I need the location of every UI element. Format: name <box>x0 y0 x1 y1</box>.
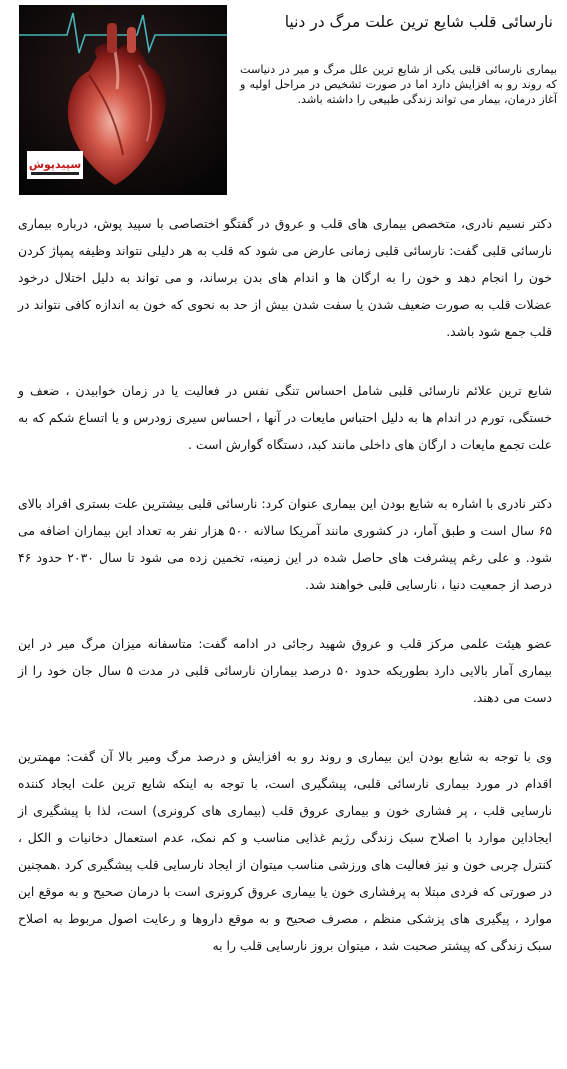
svg-text:سپیدپوش: سپیدپوش <box>28 158 82 171</box>
article-lead: بیماری نارسائی قلبی یکی از شایع ترین علل مرگ و میر در دنیاست که روند رو به افزایش دارد اما در صورت تشخیص در مراحل اولیه و آغاز درمان، بیمار می تواند زندگی طبیعی را داشته باشد. <box>240 63 557 107</box>
article-body <box>18 210 552 991</box>
heart-image <box>19 5 227 195</box>
article-paragraph: دکتر نادری با اشاره به شایع بودن این بیماری عنوان کرد: نارسائی قلبی بیشترین علت بستری افراد بالای ۶۵ سال است و طبق آمار، در کشوری مانند آمریکا سالانه ۵۰۰ هزار نفر به تعداد این بیماران اضافه می شود. و علی رغم پیشرفت های حاصل شده در این زمینه، تخمین زده می شود تا سال ۲۰۳۰ حدود ۴۶ درصد از جمعیت دنیا ، نارسایی قلبی خواهند شد. <box>18 496 553 592</box>
logo-badge <box>27 151 83 179</box>
article-paragraph: دکتر نسیم نادری، متخصص بیماری های قلب و عروق در گفتگو اختصاصی با سپید پوش، درباره بیماری نارسائی قلبی گفت: نارسائی قلبی زمانی عارض می شود که قلب به هر دلیلی نتواند وظیفه پمپاژ کردن خون را انجام دهد و خون را به ارگان ها و اندام های بدن برساند، و می تواند به دلیل اختلال درخود عضلات قلب به صورت ضعیف شدن یا سفت شدن بیش از حد به نحوی که خون به اندازه کافی نتواند در قلب جمع شود باشد. <box>18 216 552 339</box>
article-paragraph: عضو هیئت علمی مرکز قلب و عروق شهید رجائی در ادامه گفت: متاسفانه میزان مرگ میر در این بیماری آمار بالایی دارد بطوریکه حدود ۵۰ درصد بیماران نارسائی قلبی در مدت ۵ سال جان خود را از دست می دهند. <box>18 636 553 705</box>
article-paragraph: وی با توجه به شایع بودن این بیماری و روند رو به افزایش و درصد مرگ ومیر بالا آن گفت: مهمترین اقدام در مورد بیماری نارسائی قلبی، پیشگیری است، با توجه به اینکه شایع ترین علت ایجاد کننده نارسایی قلب ، پر فشاری خون و بیماری عروق قلب (بیماری های کرونری) است، لذا با پیشگیری از ایجاداین موارد با اصلاح سبک زندگی رژیم غذایی مناسب و کم نمک، عدم استعمال دخانیات و الکل ، کنترل چربی خون و نیز فعالیت های ورزشی مناسب میتوان از ایجاد نارسایی قلب پیشگیری کرد .همچنین در صورتی که فردی مبتلا به پرفشاری خون یا بیماری عروق کرونری است با درمان صحیح و به موقع این موارد ، پیگیری های پزشکی منظم ، مصرف صحیح و به موقع داروها و رعایت اصول مربوط به اصلاح سبک زندگی که پیشتر صحبت شد ، میتوان بروز نارسایی قلب را به <box>18 749 552 953</box>
article-paragraph: شایع ترین علائم نارسائی قلبی شامل احساس تنگی نفس در فعالیت یا در زمان خوابیدن ، ضعف و خستگی، تورم در اندام ها به دلیل احتباس مایعات در آنها ، احساس سیری زودرس و یا اتساع شکم که به علت تجمع مایعات د ارگان های داخلی مانند کبد، دستگاه گوارش است . <box>18 383 552 452</box>
article-title: نارسائی قلب شایع ترین علت مرگ در دنیا <box>284 13 553 31</box>
